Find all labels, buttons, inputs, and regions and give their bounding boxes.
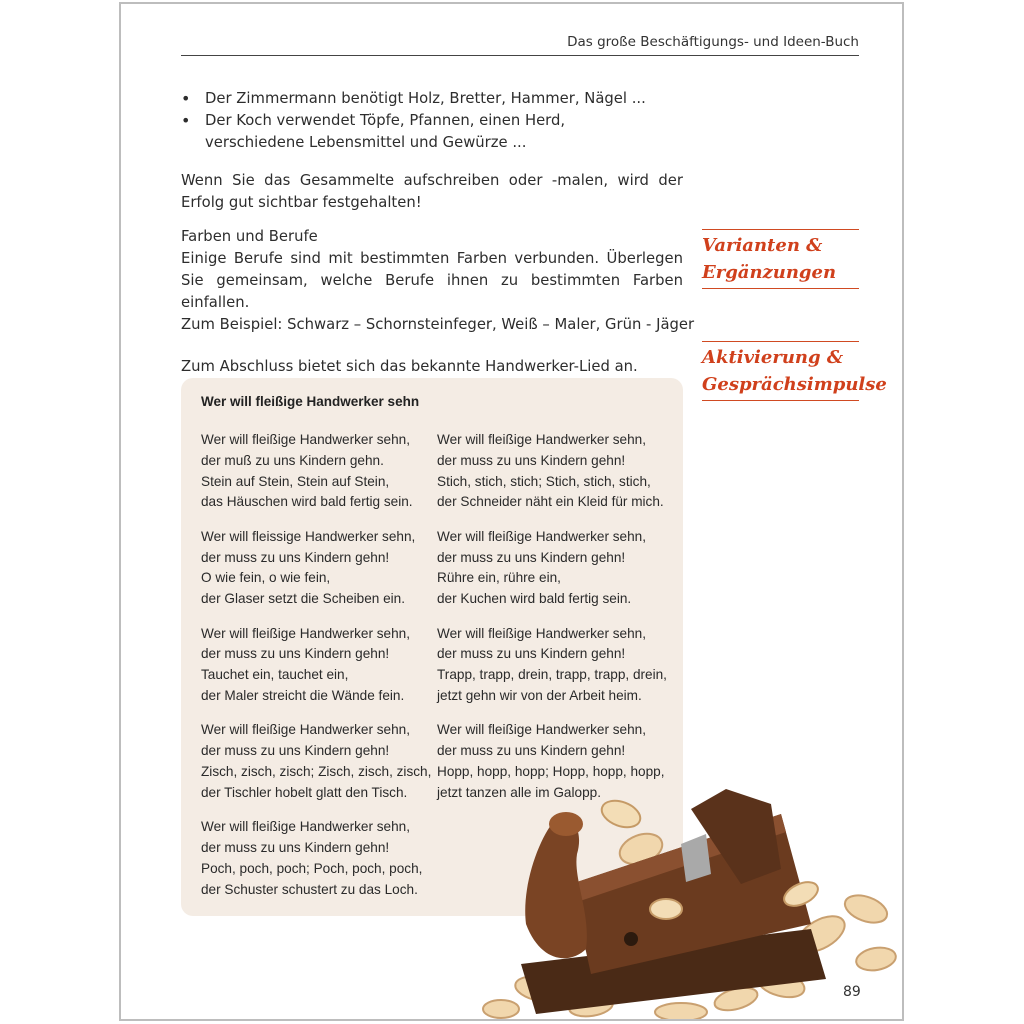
verse-line: Wer will fleißige Handwerker sehn, bbox=[437, 432, 647, 447]
stanza bbox=[201, 720, 437, 803]
verse-line: der muss zu uns Kindern gehn! bbox=[437, 743, 626, 759]
verse-line: Stein auf Stein, Stein auf Stein, bbox=[201, 473, 390, 489]
margin-heading-variants bbox=[702, 229, 859, 289]
margin-heading-line: Aktivierung & bbox=[702, 347, 844, 368]
verse-line: der muss zu uns Kindern gehn! bbox=[437, 549, 626, 565]
verse-line: Wer will fleißige Handwerker sehn, bbox=[201, 722, 411, 738]
verse-line: der muss zu uns Kindern gehn! bbox=[201, 839, 390, 855]
verse-line: der muss zu uns Kindern gehn! bbox=[437, 452, 626, 468]
verse-line: der muss zu uns Kindern gehn! bbox=[201, 646, 390, 662]
running-header: Das große Beschäftigungs- und Ideen-Buch bbox=[181, 34, 859, 56]
stanza bbox=[437, 430, 673, 513]
verse-line: der Kuchen wird bald fertig sein. bbox=[437, 591, 632, 607]
paragraph-record: Wenn Sie das Gesammelte aufschreiben oder -malen, wird der Erfolg gut sichtbar festgehalten! bbox=[181, 172, 683, 211]
song-title: Wer will fleißige Handwerker sehn bbox=[201, 394, 420, 409]
list-item-line: verschiedene Lebensmittel und Gewürze ... bbox=[205, 134, 527, 151]
stanza bbox=[201, 527, 437, 610]
page-number: 89 bbox=[843, 984, 861, 1000]
verse-line: O wie fein, o wie fein, bbox=[201, 570, 331, 586]
bullet-list bbox=[181, 88, 683, 154]
verse-line: der Glaser setzt die Scheiben ein. bbox=[201, 591, 406, 607]
main-text bbox=[181, 88, 695, 378]
margin-heading-line: Gesprächsimpulse bbox=[702, 374, 887, 395]
song-column-left bbox=[201, 430, 437, 914]
list-item bbox=[181, 110, 683, 154]
verse-line: der muss zu uns Kindern gehn! bbox=[201, 743, 390, 759]
verse-line: der Maler streicht die Wände fein. bbox=[201, 687, 405, 703]
verse-line: Hopp, hopp, hopp; Hopp, hopp, hopp, bbox=[437, 763, 665, 779]
verse-line: Tauchet ein, tauchet ein, bbox=[201, 667, 349, 683]
verse-line: Wer will fleißige Handwerker sehn, bbox=[437, 528, 647, 544]
stanza bbox=[201, 624, 437, 707]
verse-line: Wer will fleißige Handwerker sehn, bbox=[201, 625, 411, 641]
stanza bbox=[201, 430, 437, 513]
stanza bbox=[201, 817, 437, 900]
paragraph-example: Zum Beispiel: Schwarz – Schornsteinfeger, Weiß – Maler, Grün - Jäger bbox=[181, 316, 695, 333]
verse-line: Wer will fleißige Handwerker sehn, bbox=[437, 625, 647, 641]
margin-heading-line: Varianten & bbox=[702, 235, 823, 256]
margin-heading-activation bbox=[702, 341, 887, 401]
verse-line: der Schuster schustert zu das Loch. bbox=[201, 881, 418, 897]
book-page bbox=[119, 2, 904, 1021]
verse-line: Trapp, trapp, drein, trapp, trapp, drein, bbox=[437, 667, 667, 683]
verse-line: jetzt gehn wir von der Arbeit heim. bbox=[437, 687, 642, 703]
verse-line: Zisch, zisch, zisch; Zisch, zisch, zisch, bbox=[201, 763, 432, 779]
list-item-line: Der Koch verwendet Töpfe, Pfannen, einen Herd, bbox=[205, 112, 566, 129]
verse-line: Poch, poch, poch; Poch, poch, poch, bbox=[201, 860, 423, 876]
verse-line: Wer will fleißige Handwerker sehn, bbox=[437, 722, 647, 738]
section-heading-colors: Farben und Berufe bbox=[181, 228, 318, 245]
verse-line: der Tischler hobelt glatt den Tisch. bbox=[201, 784, 408, 800]
paragraph-colors: Einige Berufe sind mit bestimmten Farben verbunden. Überlegen Sie gemeinsam, welche Berufe ihnen zu bestimmten Farben einfallen. bbox=[181, 250, 683, 311]
verse-line: Rühre ein, rühre ein, bbox=[437, 570, 561, 586]
verse-line: der muss zu uns Kindern gehn! bbox=[437, 646, 626, 662]
verse-line: der muss zu uns Kindern gehn! bbox=[201, 549, 390, 565]
wood-plane-image bbox=[481, 774, 904, 1021]
list-item: • Der Zimmermann benötigt Holz, Bretter, Hammer, Nägel ... bbox=[181, 88, 683, 110]
stanza bbox=[437, 527, 673, 610]
verse-line: Stich, stich, stich; Stich, stich, stich, bbox=[437, 473, 651, 489]
verse-line: der muß zu uns Kindern gehn. bbox=[201, 452, 384, 468]
verse-line: Wer will fleissige Handwerker sehn, bbox=[201, 528, 416, 544]
verse-line: das Häuschen wird bald fertig sein. bbox=[201, 494, 413, 510]
paragraph-closing: Zum Abschluss bietet sich das bekannte Handwerker-Lied an. bbox=[181, 358, 638, 375]
verse-line: der Schneider näht ein Kleid für mich. bbox=[437, 494, 664, 510]
margin-heading-line: Ergänzungen bbox=[702, 262, 837, 283]
song-column-right bbox=[437, 430, 673, 817]
stanza bbox=[437, 624, 673, 707]
verse-line: Wer will fleißige Handwerker sehn, bbox=[201, 432, 411, 447]
verse-line: Wer will fleißige Handwerker sehn, bbox=[201, 819, 411, 835]
verse-line: jetzt tanzen alle im Galopp. bbox=[437, 784, 601, 800]
